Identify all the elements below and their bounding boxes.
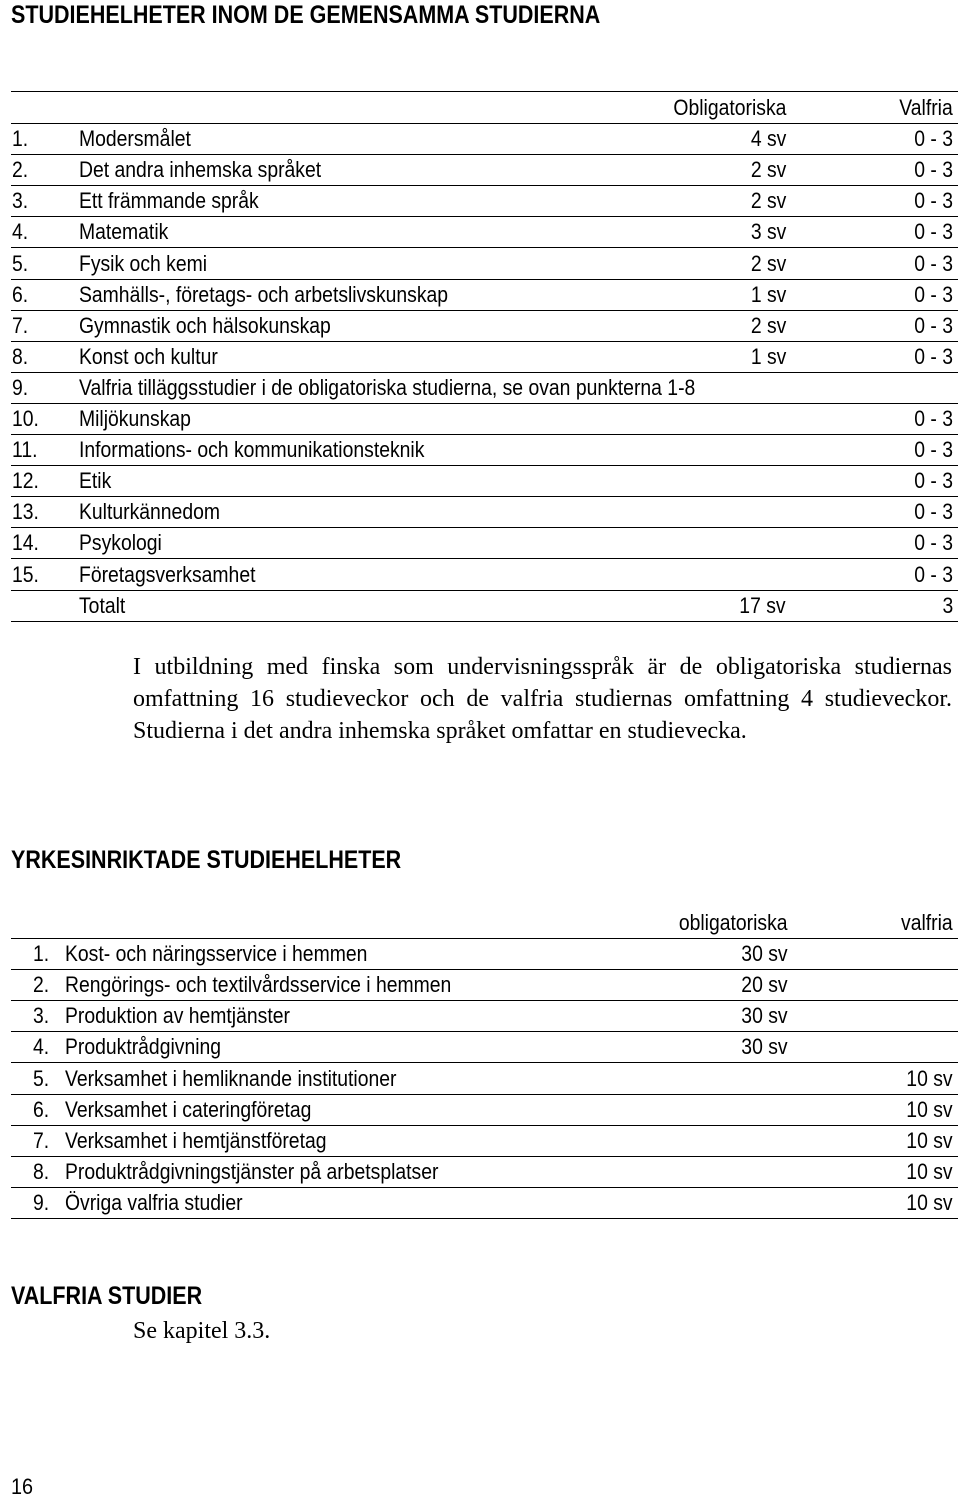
row-obligatory: 2 sv bbox=[750, 250, 786, 276]
row-number: 15. bbox=[12, 561, 39, 587]
row-number: 11. bbox=[12, 437, 38, 463]
row-name: Produktrådgivningstjänster på arbetsplatser bbox=[65, 1158, 439, 1184]
row-number: 7. bbox=[33, 1127, 50, 1153]
table-row bbox=[11, 1156, 958, 1188]
row-obligatory: 30 sv bbox=[741, 941, 788, 967]
table-row bbox=[11, 185, 958, 217]
row-number: 3. bbox=[12, 188, 29, 214]
row-name: Rengörings- och textilvårdsservice i hemmen bbox=[65, 972, 452, 998]
table-row bbox=[11, 590, 958, 622]
row-optional: 0 - 3 bbox=[914, 561, 953, 587]
row-obligatory: 30 sv bbox=[741, 1034, 788, 1060]
table-row bbox=[11, 1187, 958, 1219]
row-optional: 0 - 3 bbox=[914, 126, 953, 152]
row-number: 6. bbox=[33, 1096, 50, 1122]
row-optional: 0 - 3 bbox=[914, 530, 953, 556]
table-row bbox=[11, 496, 958, 528]
section-title-vocational: YRKESINRIKTADE STUDIEHELHETER bbox=[11, 846, 402, 874]
row-number: 1. bbox=[33, 941, 50, 967]
row-name: Övriga valfria studier bbox=[65, 1189, 243, 1215]
row-number: 5. bbox=[33, 1065, 50, 1091]
row-obligatory: 3 sv bbox=[750, 219, 786, 245]
row-obligatory: 1 sv bbox=[750, 281, 786, 307]
row-optional: 10 sv bbox=[906, 1127, 953, 1153]
row-name: Konst och kultur bbox=[79, 343, 218, 369]
row-optional: 0 - 3 bbox=[914, 343, 953, 369]
row-number: 8. bbox=[12, 343, 29, 369]
row-optional: 10 sv bbox=[906, 1189, 953, 1215]
header-obligatory: Obligatoriska bbox=[673, 95, 786, 120]
row-obligatory: 1 sv bbox=[750, 343, 786, 369]
table-row bbox=[11, 123, 958, 155]
row-obligatory: 2 sv bbox=[750, 188, 786, 214]
row-number: 4. bbox=[12, 219, 29, 245]
note-paragraph: I utbildning med finska som undervisningsspråk är de obligatoriska studiernas omfattning 16 studieveckor och de valfria studiernas omfattning 4 studieveckor. Studierna i det andra inhemska språket omfattar en studievecka. bbox=[133, 654, 952, 744]
table-row bbox=[11, 248, 958, 280]
row-number: 10. bbox=[12, 406, 39, 431]
row-number: 1. bbox=[12, 126, 29, 152]
header-optional: Valfria bbox=[899, 95, 953, 120]
row-optional: 0 - 3 bbox=[914, 437, 953, 463]
row-obligatory: 2 sv bbox=[750, 157, 786, 183]
row-name: Miljökunskap bbox=[79, 406, 191, 431]
table-row bbox=[11, 216, 958, 248]
table-row bbox=[11, 154, 958, 186]
table-row bbox=[11, 310, 958, 342]
section-title-common-studies: STUDIEHELHETER INOM DE GEMENSAMMA STUDIERNA bbox=[11, 1, 601, 29]
row-number: 7. bbox=[12, 312, 29, 338]
row-optional: 10 sv bbox=[906, 1065, 953, 1091]
section-title-optional: VALFRIA STUDIER bbox=[11, 1282, 203, 1310]
row-optional: 0 - 3 bbox=[914, 312, 953, 338]
row-name: Etik bbox=[79, 468, 112, 494]
table-row bbox=[11, 341, 958, 373]
row-obligatory: 17 sv bbox=[739, 592, 786, 618]
row-number: 12. bbox=[12, 468, 39, 494]
row-obligatory: 4 sv bbox=[750, 126, 786, 152]
table-header-row bbox=[11, 907, 958, 939]
table-row bbox=[11, 969, 958, 1001]
row-name: Modersmålet bbox=[79, 126, 191, 152]
row-number: 2. bbox=[33, 972, 50, 998]
row-name: Det andra inhemska språket bbox=[79, 157, 322, 183]
row-optional: 0 - 3 bbox=[914, 250, 953, 276]
row-name: Kost- och näringsservice i hemmen bbox=[65, 941, 368, 967]
table-row bbox=[11, 1094, 958, 1126]
row-number: 6. bbox=[12, 281, 29, 307]
row-name: Informations- och kommunikationsteknik bbox=[79, 437, 425, 463]
header-obligatory: obligatoriska bbox=[679, 910, 788, 935]
table-row bbox=[11, 938, 958, 970]
table-row bbox=[11, 1125, 958, 1157]
row-number: 14. bbox=[12, 530, 39, 556]
row-name: Kulturkännedom bbox=[79, 499, 220, 525]
row-optional: 3 bbox=[942, 592, 953, 618]
row-optional: 0 - 3 bbox=[914, 157, 953, 183]
row-number: 9. bbox=[12, 374, 29, 400]
row-number: 5. bbox=[12, 250, 29, 276]
table-row bbox=[11, 434, 958, 466]
row-optional: 0 - 3 bbox=[914, 468, 953, 494]
row-name: Samhälls-, företags- och arbetslivskunskap bbox=[79, 281, 449, 307]
row-number: 8. bbox=[33, 1158, 50, 1184]
row-number: 13. bbox=[12, 499, 39, 525]
row-name: Valfria tilläggsstudier i de obligatoriska studierna, se ovan punkterna 1-8 bbox=[79, 374, 696, 400]
row-name: Produktion av hemtjänster bbox=[65, 1003, 290, 1029]
row-number: 2. bbox=[12, 157, 29, 183]
table-row bbox=[11, 1000, 958, 1032]
row-name: Ett främmande språk bbox=[79, 188, 259, 214]
row-name: Företagsverksamhet bbox=[79, 561, 256, 587]
table-row bbox=[11, 403, 958, 435]
row-optional: 10 sv bbox=[906, 1158, 953, 1184]
row-number: 4. bbox=[33, 1034, 50, 1060]
row-name: Gymnastik och hälsokunskap bbox=[79, 312, 331, 338]
row-obligatory: 30 sv bbox=[741, 1003, 788, 1029]
table-row bbox=[11, 372, 958, 404]
row-name: Verksamhet i hemliknande institutioner bbox=[65, 1065, 397, 1091]
row-name: Verksamhet i hemtjänstföretag bbox=[65, 1127, 327, 1153]
table-row bbox=[11, 279, 958, 311]
see-chapter-text: Se kapitel 3.3. bbox=[133, 1318, 271, 1344]
header-optional: valfria bbox=[901, 910, 953, 935]
page-number: 16 bbox=[11, 1474, 34, 1499]
row-name: Matematik bbox=[79, 219, 169, 245]
row-name: Totalt bbox=[79, 592, 126, 618]
table-row bbox=[11, 527, 958, 559]
row-name: Psykologi bbox=[79, 530, 162, 556]
table-row bbox=[11, 1063, 958, 1095]
row-optional: 0 - 3 bbox=[914, 406, 953, 431]
row-obligatory: 20 sv bbox=[741, 972, 788, 998]
table-row bbox=[11, 559, 958, 591]
row-optional: 0 - 3 bbox=[914, 281, 953, 307]
row-number: 3. bbox=[33, 1003, 50, 1029]
table-header-row bbox=[11, 92, 958, 124]
row-name: Verksamhet i cateringföretag bbox=[65, 1096, 312, 1122]
row-obligatory: 2 sv bbox=[750, 312, 786, 338]
row-name: Produktrådgivning bbox=[65, 1034, 222, 1060]
row-number: 9. bbox=[33, 1189, 50, 1215]
row-optional: 0 - 3 bbox=[914, 219, 953, 245]
row-optional: 10 sv bbox=[906, 1096, 953, 1122]
table-row bbox=[11, 465, 958, 497]
table-row bbox=[11, 1031, 958, 1063]
row-name: Fysik och kemi bbox=[79, 250, 208, 276]
row-optional: 0 - 3 bbox=[914, 499, 953, 525]
row-optional: 0 - 3 bbox=[914, 188, 953, 214]
